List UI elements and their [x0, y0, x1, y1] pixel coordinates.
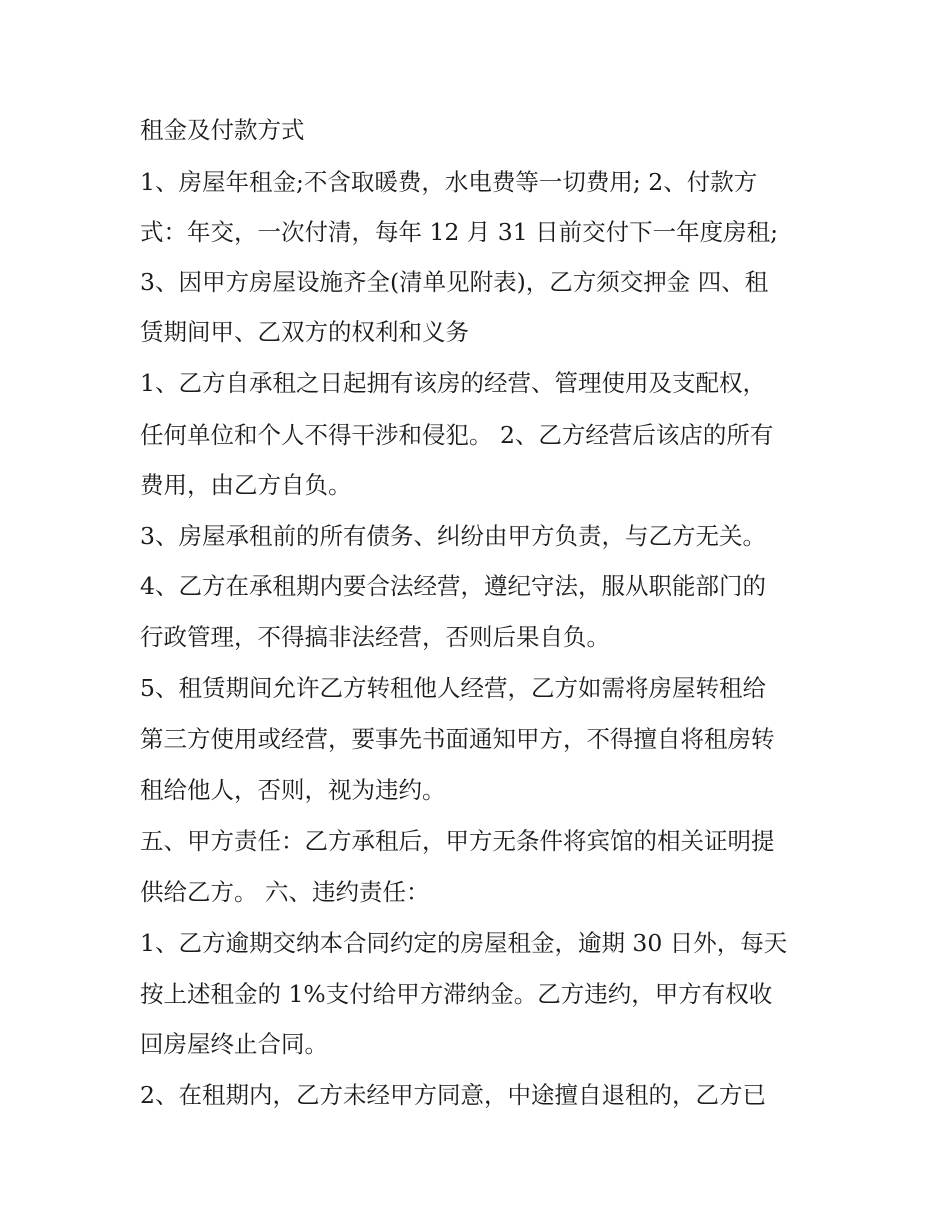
- text-line: 2、在租期内，乙方未经甲方同意，中途擅自退租的，乙方已: [140, 1081, 766, 1109]
- text-line: 五、甲方责任：乙方承租后，甲方无条件将宾馆的相关证明提: [140, 827, 775, 855]
- text-line: 第三方使用或经营，要事先书面通知甲方，不得擅自将租房转: [140, 725, 775, 753]
- text-line: 租给他人，否则，视为违约。: [140, 776, 446, 804]
- text-line: 1、乙方自承租之日起拥有该房的经营、管理使用及支配权，: [140, 369, 766, 397]
- text-line: 3、因甲方房屋设施齐全(清单见附表)，乙方须交押金 四、租: [140, 268, 769, 296]
- text-line: 供给乙方。 六、违约责任：: [140, 878, 430, 906]
- text-line: 1、房屋年租金;不含取暖费，水电费等一切费用; 2、付款方: [140, 168, 758, 196]
- text-line: 费用，由乙方自负。: [140, 471, 352, 499]
- text-line: 回房屋终止合同。: [140, 1030, 328, 1058]
- text-line: 4、乙方在承租期内要合法经营，遵纪守法，服从职能部门的: [140, 572, 766, 600]
- text-line: 式：年交，一次付清，每年 12 月 31 日前交付下一年度房租;: [140, 218, 779, 246]
- text-line: 赁期间甲、乙双方的权利和义务: [140, 318, 469, 346]
- text-line: 3、房屋承租前的所有债务、纠纷由甲方负责，与乙方无关。: [140, 522, 766, 550]
- text-line: 1、乙方逾期交纳本合同约定的房屋租金，逾期 30 日外，每天: [140, 929, 788, 957]
- text-line: 任何单位和个人不得干涉和侵犯。 2、乙方经营后该店的所有: [140, 421, 774, 449]
- text-line: 行政管理，不得搞非法经营，否则后果自负。: [140, 623, 610, 651]
- text-line: 按上述租金的 1%支付给甲方滞纳金。乙方违约，甲方有权收: [140, 980, 773, 1008]
- text-line: 租金及付款方式: [140, 116, 305, 144]
- text-line: 5、租赁期间允许乙方转租他人经营，乙方如需将房屋转租给: [140, 674, 766, 702]
